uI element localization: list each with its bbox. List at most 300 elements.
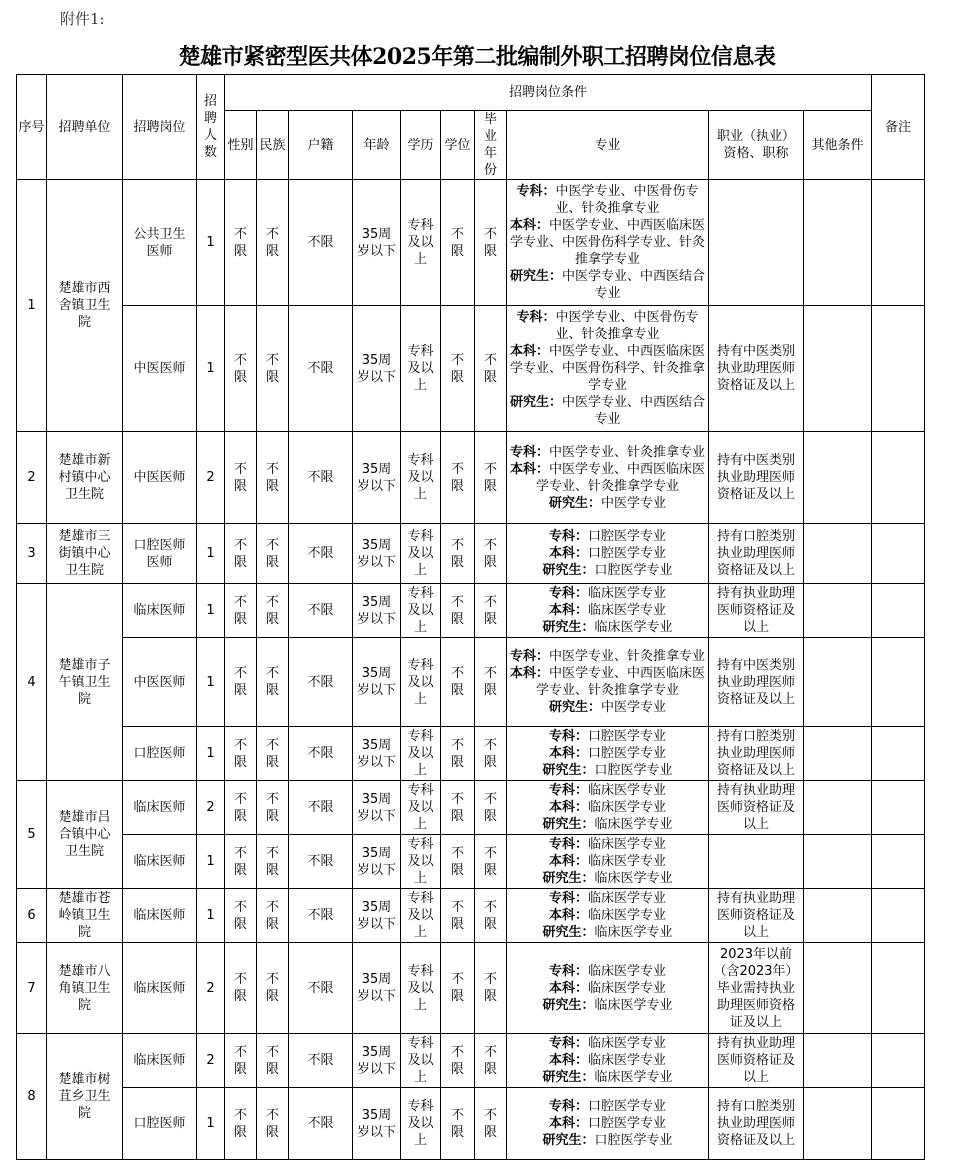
unit-seq: 3: [17, 524, 47, 584]
degree-cell: 不限: [441, 1034, 475, 1088]
major-bk-line: [507, 602, 708, 619]
major-cell: [507, 781, 709, 835]
post-name: 公共卫生医师: [123, 180, 197, 306]
major-cell: [507, 180, 709, 306]
hukou-cell: 不限: [289, 432, 353, 524]
table-row: [17, 727, 925, 781]
age-cell: 35周岁以下: [353, 1088, 401, 1160]
remark-cell: [872, 781, 925, 835]
degree-cell: 不限: [441, 584, 475, 638]
unit-seq: 7: [17, 943, 47, 1034]
major-yjs-label: 研究生：: [549, 700, 602, 715]
unit-seq: 6: [17, 889, 47, 943]
hukou-cell: 不限: [289, 1034, 353, 1088]
major-zk-value: 临床医学专业: [588, 891, 667, 906]
major-zk-label: 专科：: [516, 184, 556, 199]
major-bk-label: 本科：: [510, 666, 550, 681]
other-conditions-cell: [804, 889, 872, 943]
qualification-cell: [709, 180, 804, 306]
ethnicity-cell: 不限: [257, 1034, 289, 1088]
major-zk-value: 中医学专业、针灸推拿专业: [549, 444, 706, 460]
header-major: 专业: [507, 111, 709, 180]
major-yjs-line: [507, 924, 708, 941]
table-row: [17, 943, 925, 1034]
major-zk-label: 专科：: [549, 586, 589, 601]
major-cell: [507, 638, 709, 727]
qualification-cell: [709, 835, 804, 889]
major-zk-value: 中医学专业、针灸推拿专业: [549, 649, 706, 664]
post-name: 中医医师: [123, 638, 197, 727]
major-yjs-value: 临床医学专业: [594, 925, 673, 940]
qualification-cell: 持有口腔类别执业助理医师资格证及以上: [709, 1088, 804, 1160]
major-zk-label: 专科：: [510, 649, 550, 664]
post-count: 2: [197, 943, 225, 1034]
grad-year-cell: 不限: [475, 306, 507, 432]
remark-cell: [872, 1088, 925, 1160]
major-bk-label: 本科：: [510, 344, 550, 359]
gender-cell: 不限: [225, 781, 257, 835]
remark-cell: [872, 727, 925, 781]
remark-cell: [872, 835, 925, 889]
hukou-cell: 不限: [289, 781, 353, 835]
gender-cell: 不限: [225, 306, 257, 432]
major-bk-line: [507, 665, 708, 699]
grad-year-cell: 不限: [475, 835, 507, 889]
degree-cell: 不限: [441, 943, 475, 1034]
major-zk-line: [507, 836, 708, 853]
major-cell: [507, 306, 709, 432]
hukou-cell: 不限: [289, 727, 353, 781]
table-row: [17, 835, 925, 889]
post-count: 1: [197, 727, 225, 781]
page-title: 楚雄市紧密型医共体2025年第二批编制外职工招聘岗位信息表: [178, 44, 776, 70]
major-cell: [507, 943, 709, 1034]
grad-year-cell: 不限: [475, 524, 507, 584]
major-yjs-line: [507, 762, 708, 779]
major-yjs-value: 临床医学专业: [594, 871, 673, 886]
unit-name: 楚雄市吕合镇中心卫生院: [47, 781, 123, 889]
education-cell: 专科及以上: [401, 638, 441, 727]
post-name: 口腔医师: [123, 727, 197, 781]
major-bk-label: 本科：: [510, 461, 550, 477]
hukou-cell: 不限: [289, 306, 353, 432]
other-conditions-cell: [804, 943, 872, 1034]
major-bk-value: 口腔医学专业: [588, 1116, 667, 1131]
table-row: [17, 781, 925, 835]
age-cell: 35周岁以下: [353, 638, 401, 727]
header-remark: 备注: [872, 75, 925, 180]
header-hukou: 户籍: [289, 111, 353, 180]
age-cell: 35周岁以下: [353, 727, 401, 781]
major-zk-line: [507, 648, 708, 665]
major-bk-value: 中医学专业、中西医临床医学专业、针灸推拿学专业: [536, 461, 706, 494]
other-conditions-cell: [804, 1034, 872, 1088]
education-cell: 专科及以上: [401, 889, 441, 943]
remark-cell: [872, 1034, 925, 1088]
unit-seq: 5: [17, 781, 47, 889]
post-count: 1: [197, 524, 225, 584]
major-zk-label: 专科：: [549, 783, 589, 798]
qualification-cell: 持有中医类别执业助理医师资格证及以上: [709, 638, 804, 727]
gender-cell: 不限: [225, 1088, 257, 1160]
header-degree: 学位: [441, 111, 475, 180]
education-cell: 专科及以上: [401, 180, 441, 306]
major-yjs-value: 口腔医学专业: [594, 763, 673, 778]
ethnicity-cell: 不限: [257, 781, 289, 835]
ethnicity-cell: 不限: [257, 524, 289, 584]
post-name: 临床医师: [123, 889, 197, 943]
major-bk-line: [507, 907, 708, 924]
remark-cell: [872, 889, 925, 943]
remark-cell: [872, 432, 925, 524]
qualification-cell: 2023年以前（含2023年）毕业需持执业助理医师资格证及以上: [709, 943, 804, 1034]
major-bk-label: 本科：: [549, 603, 589, 618]
hukou-cell: 不限: [289, 889, 353, 943]
major-bk-label: 本科：: [549, 1053, 589, 1068]
degree-cell: 不限: [441, 727, 475, 781]
major-yjs-value: 中医学专业、中西医结合专业: [562, 269, 706, 301]
grad-year-cell: 不限: [475, 432, 507, 524]
unit-name: 楚雄市三街镇中心卫生院: [47, 524, 123, 584]
major-yjs-line: [507, 268, 708, 302]
major-yjs-label: 研究生：: [510, 395, 563, 410]
header-seq: 序号: [17, 75, 47, 180]
degree-cell: 不限: [441, 524, 475, 584]
degree-cell: 不限: [441, 638, 475, 727]
major-bk-line: [507, 343, 708, 394]
remark-cell: [872, 180, 925, 306]
grad-year-cell: 不限: [475, 1088, 507, 1160]
qualification-cell: 持有口腔类别执业助理医师资格证及以上: [709, 727, 804, 781]
major-zk-label: 专科：: [549, 1099, 589, 1114]
header-ethnicity: 民族: [257, 111, 289, 180]
ethnicity-cell: 不限: [257, 1088, 289, 1160]
gender-cell: 不限: [225, 432, 257, 524]
ethnicity-cell: 不限: [257, 432, 289, 524]
major-bk-value: 临床医学专业: [588, 908, 667, 923]
qualification-cell: 持有中医类别执业助理医师资格证及以上: [709, 432, 804, 524]
major-bk-line: [507, 217, 708, 268]
attachment-label: 附件1:: [60, 10, 105, 28]
major-zk-value: 临床医学专业: [588, 586, 667, 601]
post-name: 临床医师: [123, 781, 197, 835]
other-conditions-cell: [804, 584, 872, 638]
major-yjs-value: 临床医学专业: [594, 1070, 673, 1085]
major-yjs-value: 中医学专业、中西医结合专业: [562, 395, 706, 427]
unit-name: 楚雄市八角镇卫生院: [47, 943, 123, 1034]
qualification-cell: 持有口腔类别执业助理医师资格证及以上: [709, 524, 804, 584]
major-zk-line: [507, 585, 708, 602]
major-zk-value: 中医学专业、中医骨伤专业、针灸推拿专业: [555, 310, 699, 342]
major-yjs-line: [507, 619, 708, 636]
major-bk-value: 口腔医学专业: [588, 746, 667, 761]
major-yjs-label: 研究生：: [542, 1133, 595, 1148]
unit-name: 楚雄市新村镇中心卫生院: [47, 432, 123, 524]
post-count: 2: [197, 1034, 225, 1088]
gender-cell: 不限: [225, 1034, 257, 1088]
grad-year-cell: 不限: [475, 584, 507, 638]
other-conditions-cell: [804, 781, 872, 835]
education-cell: 专科及以上: [401, 584, 441, 638]
post-count: 2: [197, 432, 225, 524]
hukou-cell: 不限: [289, 943, 353, 1034]
post-name: 临床医师: [123, 1034, 197, 1088]
major-yjs-value: 临床医学专业: [594, 817, 673, 832]
major-cell: [507, 1088, 709, 1160]
table-row: [17, 180, 925, 306]
ethnicity-cell: 不限: [257, 306, 289, 432]
education-cell: 专科及以上: [401, 781, 441, 835]
other-conditions-cell: [804, 835, 872, 889]
degree-cell: 不限: [441, 1088, 475, 1160]
table-row: [17, 1088, 925, 1160]
degree-cell: 不限: [441, 835, 475, 889]
header-other: 其他条件: [804, 111, 872, 180]
unit-seq: 4: [17, 584, 47, 781]
major-bk-value: 中医学专业、中西医临床医学专业、中医骨伤科学专业、针灸推拿学专业: [510, 218, 706, 267]
age-cell: 35周岁以下: [353, 835, 401, 889]
major-yjs-line: [507, 816, 708, 833]
major-yjs-line: [507, 870, 708, 887]
post-count: 1: [197, 584, 225, 638]
major-yjs-label: 研究生：: [542, 997, 595, 1013]
gender-cell: 不限: [225, 638, 257, 727]
education-cell: 专科及以上: [401, 306, 441, 432]
ethnicity-cell: 不限: [257, 835, 289, 889]
gender-cell: 不限: [225, 943, 257, 1034]
header-education: 学历: [401, 111, 441, 180]
other-conditions-cell: [804, 432, 872, 524]
major-bk-value: 临床医学专业: [588, 980, 667, 996]
major-bk-line: [507, 1052, 708, 1069]
unit-seq: 8: [17, 1034, 47, 1160]
major-cell: [507, 889, 709, 943]
gender-cell: 不限: [225, 835, 257, 889]
ethnicity-cell: 不限: [257, 180, 289, 306]
gender-cell: 不限: [225, 889, 257, 943]
major-yjs-label: 研究生：: [542, 871, 595, 886]
major-bk-line: [507, 980, 708, 997]
age-cell: 35周岁以下: [353, 781, 401, 835]
major-yjs-label: 研究生：: [542, 563, 595, 578]
qualification-cell: 持有执业助理医师资格证及以上: [709, 584, 804, 638]
qualification-cell: 持有执业助理医师资格证及以上: [709, 889, 804, 943]
major-zk-line: [507, 444, 708, 461]
major-zk-value: 口腔医学专业: [588, 529, 667, 544]
major-bk-value: 临床医学专业: [588, 800, 667, 815]
unit-name: 楚雄市子午镇卫生院: [47, 584, 123, 781]
grad-year-cell: 不限: [475, 943, 507, 1034]
degree-cell: 不限: [441, 889, 475, 943]
header-row-1: [17, 75, 925, 111]
education-cell: 专科及以上: [401, 524, 441, 584]
ethnicity-cell: 不限: [257, 638, 289, 727]
major-bk-label: 本科：: [549, 800, 589, 815]
major-yjs-label: 研究生：: [542, 1070, 595, 1085]
header-unit: 招聘单位: [47, 75, 123, 180]
major-bk-line: [507, 799, 708, 816]
post-name: 中医医师: [123, 432, 197, 524]
major-zk-line: [507, 528, 708, 545]
major-zk-value: 临床医学专业: [588, 1036, 667, 1051]
qualification-cell: 持有中医类别执业助理医师资格证及以上: [709, 306, 804, 432]
major-bk-value: 临床医学专业: [588, 854, 667, 869]
major-zk-label: 专科：: [549, 891, 589, 906]
education-cell: 专科及以上: [401, 835, 441, 889]
table-row: [17, 584, 925, 638]
other-conditions-cell: [804, 524, 872, 584]
major-bk-label: 本科：: [549, 908, 589, 923]
remark-cell: [872, 584, 925, 638]
age-cell: 35周岁以下: [353, 306, 401, 432]
other-conditions-cell: [804, 638, 872, 727]
post-count: 1: [197, 180, 225, 306]
major-zk-value: 中医学专业、中医骨伤专业、针灸推拿专业: [555, 184, 699, 216]
other-conditions-cell: [804, 1088, 872, 1160]
major-bk-value: 临床医学专业: [588, 1053, 667, 1068]
gender-cell: 不限: [225, 524, 257, 584]
major-bk-label: 本科：: [510, 218, 550, 233]
qualification-cell: 持有执业助理医师资格证及以上: [709, 1034, 804, 1088]
age-cell: 35周岁以下: [353, 180, 401, 306]
grad-year-cell: 不限: [475, 727, 507, 781]
post-name: 临床医师: [123, 835, 197, 889]
age-cell: 35周岁以下: [353, 524, 401, 584]
major-cell: [507, 432, 709, 524]
major-bk-label: 本科：: [549, 546, 589, 561]
hukou-cell: 不限: [289, 1088, 353, 1160]
header-conditions: 招聘岗位条件: [225, 75, 872, 111]
major-yjs-line: [507, 1069, 708, 1086]
major-bk-line: [507, 745, 708, 762]
major-yjs-line: [507, 1132, 708, 1149]
hukou-cell: 不限: [289, 524, 353, 584]
header-qualification: 职业（执业）资格、职称: [709, 111, 804, 180]
other-conditions-cell: [804, 306, 872, 432]
major-yjs-line: [507, 997, 708, 1014]
major-bk-value: 中医学专业、中西医临床医学专业、中医骨伤科学、针灸推拿学专业: [510, 344, 706, 393]
ethnicity-cell: 不限: [257, 889, 289, 943]
ethnicity-cell: 不限: [257, 943, 289, 1034]
education-cell: 专科及以上: [401, 1034, 441, 1088]
table-row: [17, 524, 925, 584]
major-cell: [507, 524, 709, 584]
major-yjs-label: 研究生：: [542, 763, 595, 778]
hukou-cell: 不限: [289, 638, 353, 727]
table-row: [17, 306, 925, 432]
major-bk-label: 本科：: [549, 980, 589, 996]
major-zk-label: 专科：: [549, 837, 589, 852]
major-zk-label: 专科：: [510, 444, 550, 460]
gender-cell: 不限: [225, 727, 257, 781]
major-bk-value: 中医学专业、中西医临床医学专业、针灸推拿学专业: [536, 666, 706, 698]
education-cell: 专科及以上: [401, 1088, 441, 1160]
major-zk-label: 专科：: [549, 529, 589, 544]
header-grad-year: 毕业年份: [475, 111, 507, 180]
remark-cell: [872, 943, 925, 1034]
qualification-cell: 持有执业助理医师资格证及以上: [709, 781, 804, 835]
age-cell: 35周岁以下: [353, 1034, 401, 1088]
major-yjs-line: [507, 699, 708, 716]
grad-year-cell: 不限: [475, 180, 507, 306]
degree-cell: 不限: [441, 781, 475, 835]
major-bk-value: 口腔医学专业: [588, 546, 667, 561]
major-yjs-value: 中医学专业: [601, 495, 667, 511]
post-count: 1: [197, 889, 225, 943]
major-yjs-label: 研究生：: [542, 620, 595, 635]
major-zk-line: [507, 782, 708, 799]
major-yjs-value: 临床医学专业: [594, 997, 673, 1013]
major-zk-value: 临床医学专业: [588, 837, 667, 852]
grad-year-cell: 不限: [475, 781, 507, 835]
major-bk-label: 本科：: [549, 1116, 589, 1131]
age-cell: 35周岁以下: [353, 943, 401, 1034]
age-cell: 35周岁以下: [353, 889, 401, 943]
other-conditions-cell: [804, 727, 872, 781]
remark-cell: [872, 306, 925, 432]
major-bk-line: [507, 853, 708, 870]
post-count: 2: [197, 781, 225, 835]
major-zk-value: 临床医学专业: [588, 783, 667, 798]
hukou-cell: 不限: [289, 584, 353, 638]
major-bk-line: [507, 1115, 708, 1132]
major-yjs-label: 研究生：: [549, 495, 602, 511]
unit-name: 楚雄市西舍镇卫生院: [47, 180, 123, 432]
degree-cell: 不限: [441, 432, 475, 524]
ethnicity-cell: 不限: [257, 727, 289, 781]
major-yjs-line: [507, 394, 708, 428]
major-yjs-label: 研究生：: [542, 817, 595, 832]
major-zk-value: 口腔医学专业: [588, 729, 667, 744]
unit-name: 楚雄市树苴乡卫生院: [47, 1034, 123, 1160]
major-bk-label: 本科：: [549, 854, 589, 869]
major-bk-value: 临床医学专业: [588, 603, 667, 618]
hukou-cell: 不限: [289, 835, 353, 889]
remark-cell: [872, 524, 925, 584]
ethnicity-cell: 不限: [257, 584, 289, 638]
table-row: [17, 432, 925, 524]
post-name: 中医医师: [123, 306, 197, 432]
post-count: 1: [197, 306, 225, 432]
education-cell: 专科及以上: [401, 432, 441, 524]
major-zk-label: 专科：: [549, 729, 589, 744]
post-count: 1: [197, 835, 225, 889]
age-cell: 35周岁以下: [353, 584, 401, 638]
major-zk-line: [507, 309, 708, 343]
major-yjs-line: [507, 562, 708, 579]
hukou-cell: 不限: [289, 180, 353, 306]
age-cell: 35周岁以下: [353, 432, 401, 524]
grad-year-cell: 不限: [475, 638, 507, 727]
major-zk-value: 临床医学专业: [588, 963, 667, 979]
major-zk-line: [507, 183, 708, 217]
education-cell: 专科及以上: [401, 727, 441, 781]
post-count: 1: [197, 1088, 225, 1160]
grad-year-cell: 不限: [475, 1034, 507, 1088]
major-zk-value: 口腔医学专业: [588, 1099, 667, 1114]
table-row: [17, 1034, 925, 1088]
degree-cell: 不限: [441, 180, 475, 306]
other-conditions-cell: [804, 180, 872, 306]
post-name: 临床医师: [123, 584, 197, 638]
major-yjs-value: 口腔医学专业: [594, 1133, 673, 1148]
header-post: 招聘岗位: [123, 75, 197, 180]
remark-cell: [872, 638, 925, 727]
header-count: 招聘人数: [197, 75, 225, 180]
grad-year-cell: 不限: [475, 889, 507, 943]
education-cell: 专科及以上: [401, 943, 441, 1034]
unit-name: 楚雄市苍岭镇卫生院: [47, 889, 123, 943]
